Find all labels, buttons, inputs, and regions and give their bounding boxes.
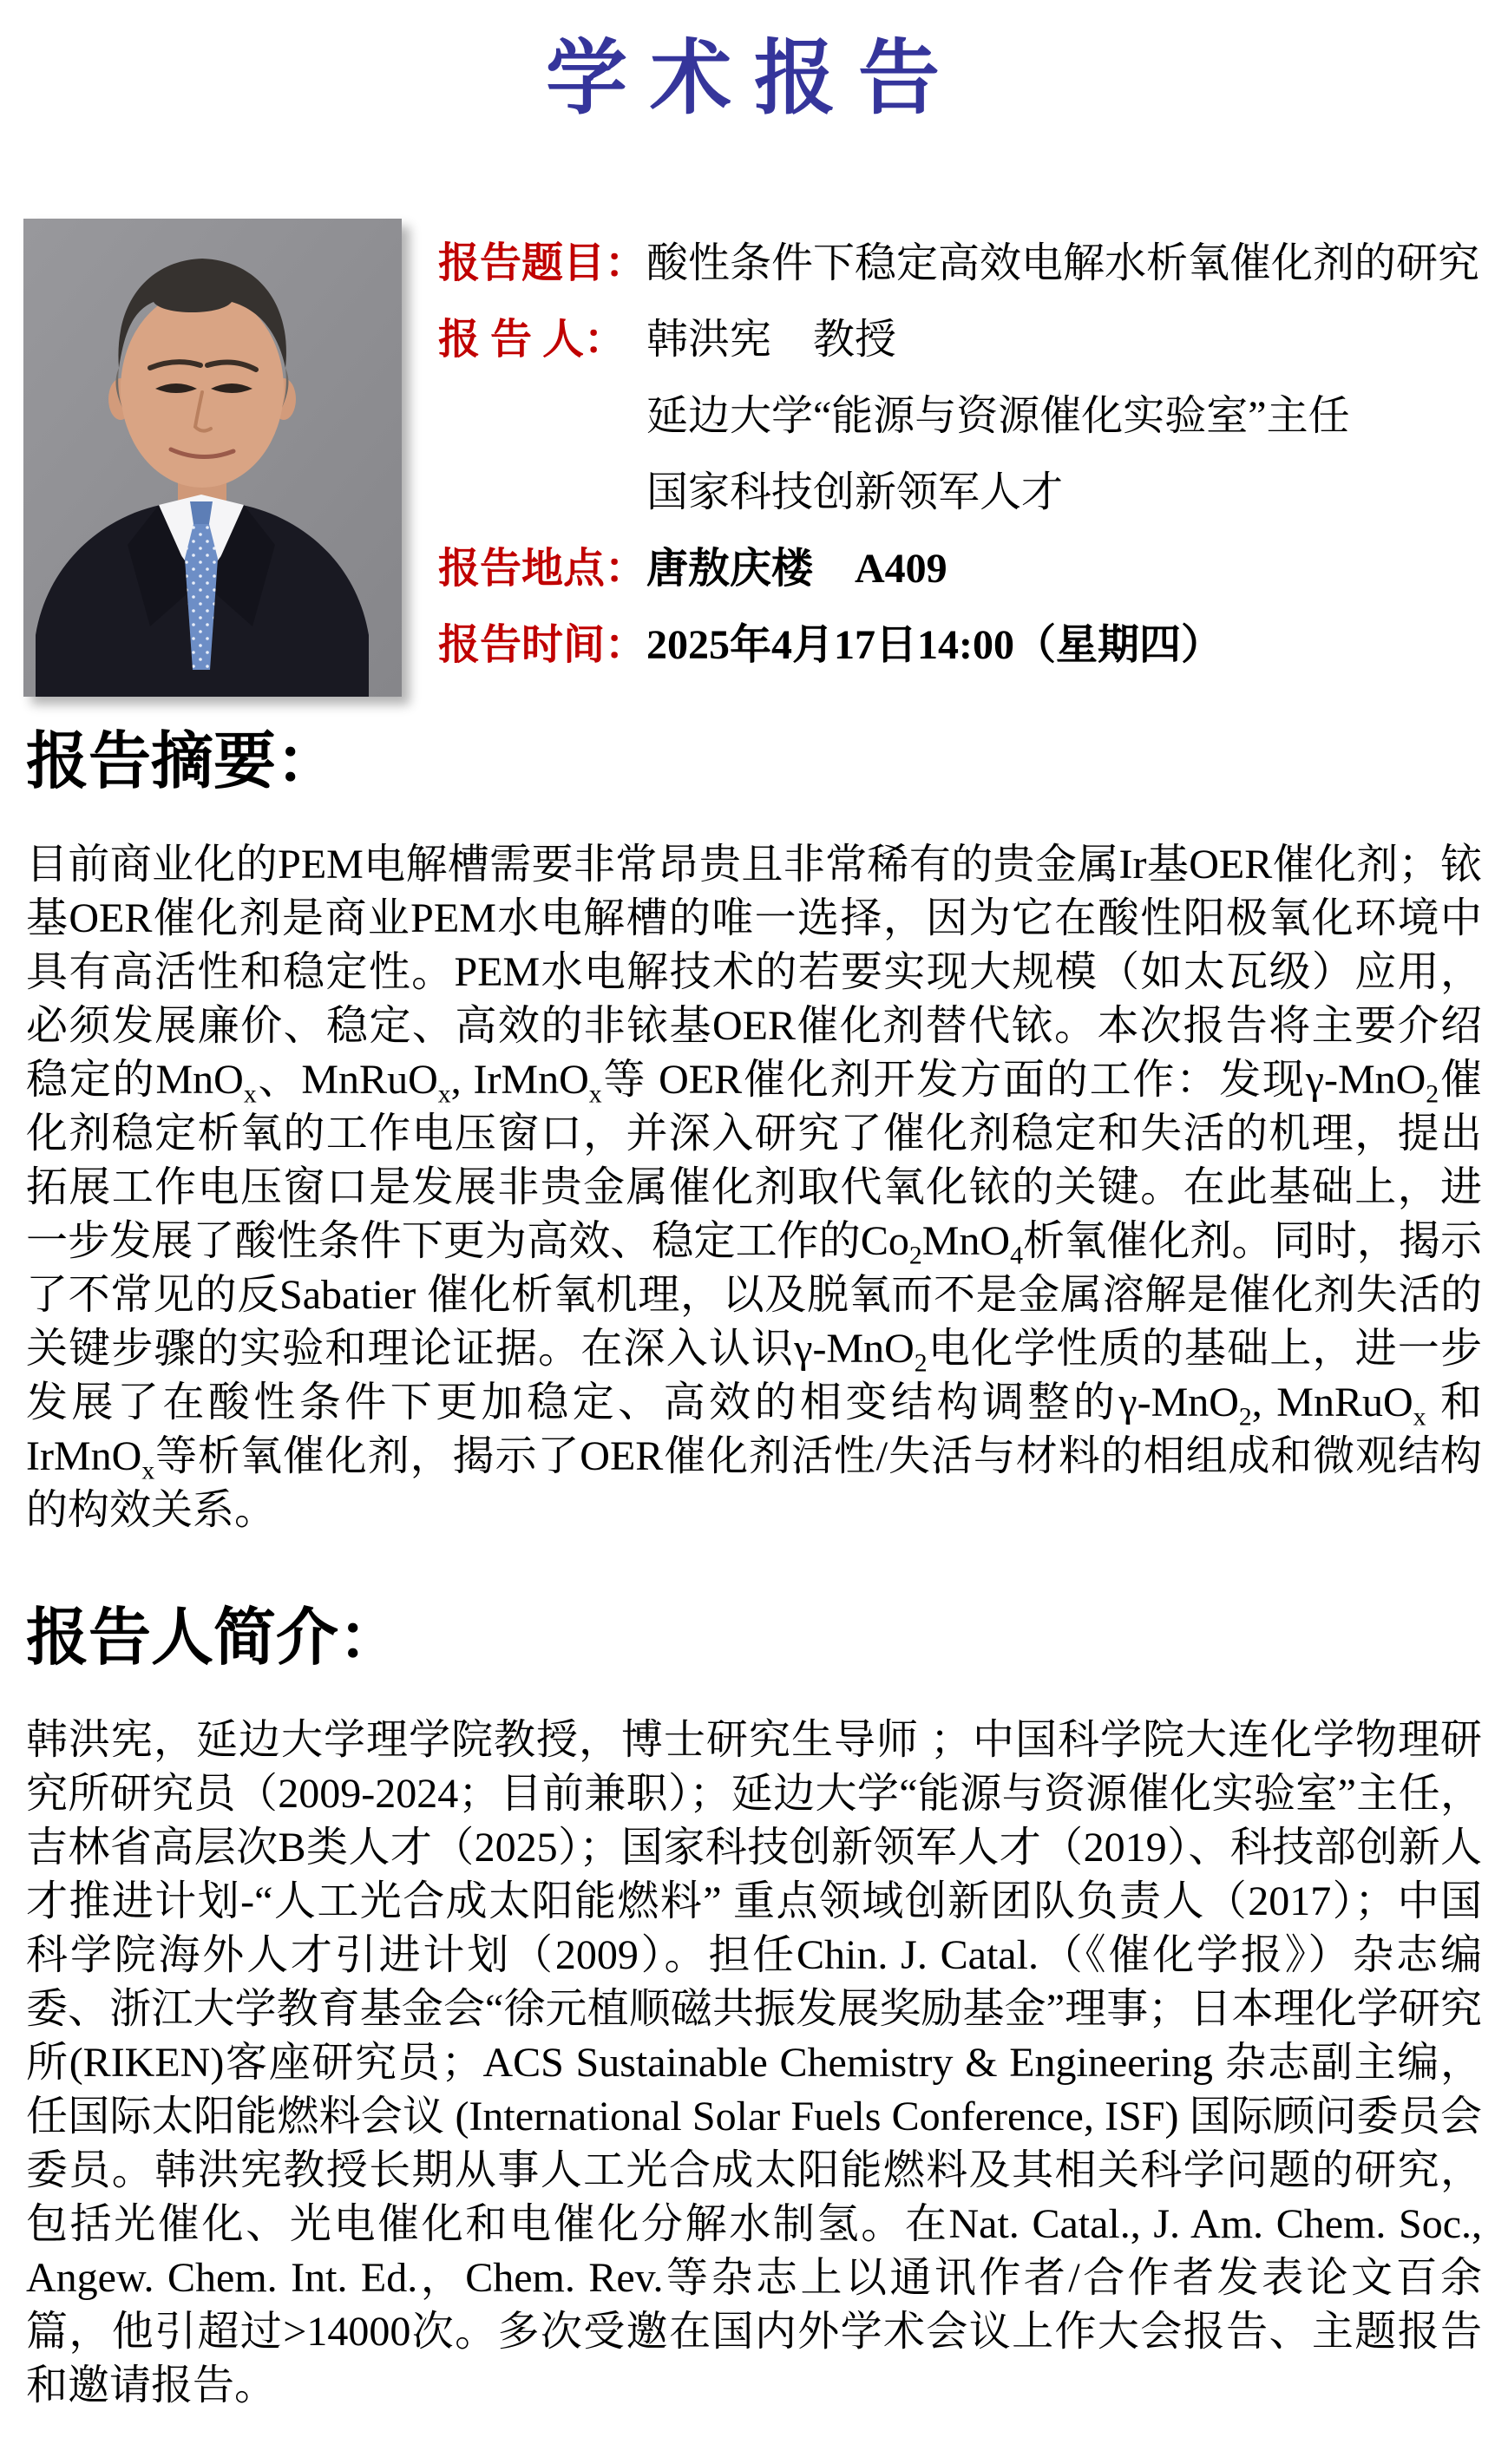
time-value: 2025年4月17日14:00（星期四） [646, 621, 1223, 668]
speaker-label: 报 告 人： [438, 316, 626, 363]
bio-heading: 报告人简介： [26, 1600, 402, 1674]
page-title: 学术报告 [545, 31, 962, 126]
location-label: 报告地点： [438, 545, 647, 592]
abstract-paragraph: 目前商业化的PEM电解槽需要非常昂贵且非常稀有的贵金属Ir基OER催化剂；铱基OER催化剂是商业PEM水电解槽的唯一选择，因为它在酸性阳极氧化环境中具有高活性和稳定性。PEM水电解技术的若要实现大规模（如太瓦级）应用，必须发展廉价、稳定、高效的非铱基OER催化剂替代铱。本次报告将主要介绍稳定的MnO$_x$、MnRuO$_x$, IrMnO$_x$等 OER催化剂开发方面的工作：发现γ-MnO$_2$催化剂稳定析氧的工作电压窗口，并深入研究了催化剂稳定和失活的机理，提出拓展工作电压窗口是发展非贵金属催化剂取代氧化铱的关键。在此基础上，进一步发展了酸性条件下更为高效、稳定工作的$Co_2MnO_4$析氧催化剂。同时，揭示了不常见的反Sabatier 催化析氧机理，以及脱氧而不是金属溶解是催化剂失活的关键步骤的实验和理论证据。在深入认识γ-MnO$_2$电化学性质的基础上，进一步发展了在酸性条件下更加稳定、高效的相变结构调整的γ-MnO$_2$, MnRuO$_x$ 和 IrMnO$_x$等析氧催化剂，揭示了OER催化剂活性/失活与材料的相组成和微观结构的构效关系。 [26, 841, 1483, 1533]
info-row-speaker [438, 297, 1479, 373]
info-row-time [438, 602, 1479, 678]
location-value: 唐敖庆楼 A409 [646, 545, 947, 592]
honor-value: 国家科技创新领军人才 [646, 469, 1064, 515]
info-row-topic [438, 220, 1479, 297]
tie-knot [190, 501, 213, 524]
bio-paragraph: 韩洪宪，延边大学理学院教授，博士研究生导师 ；中国科学院大连化学物理研究所研究员（2009-2024；目前兼职）；延边大学“能源与资源催化实验室”主任，吉林省高层次B类人才（2025）；国家科技创新领军人才（2019）、科技部创新人才推进计划-“人工光合成太阳能燃料” 重点领域创新团队负责人（2017）；中国科学院海外人才引进计划（2009）。担任Chin. J. Catal.（《催化学报》）杂志编委、浙江大学教育基金会“徐元植顺磁共振发展奖励基金”理事；日本理化学研究所(RIKEN)客座研究员；ACS Sustainable Chemistry & Engineering 杂志副主编，任国际太阳能燃料会议 (International Solar Fuels Conference, ISF) 国际顾问委员会委员。韩洪宪教授长期从事人工光合成太阳能燃料及其相关科学问题的研究，包括光催化、光电催化和电催化分解水制氢。在Nat. Catal., J. Am. Chem. Soc., Angew. Chem. Int. Ed.，Chem. Rev.等杂志上以通讯作者/合作者发表论文百余篇，他引超过>14000次。多次受邀在国内外学术会议上作大会报告、主题报告和邀请报告。 [26, 1717, 1482, 2409]
info-block [438, 219, 1479, 697]
affiliation-value: 延边大学“能源与资源催化实验室”主任 [646, 392, 1350, 439]
speaker-value: 韩洪宪 教授 [646, 316, 897, 363]
speaker-photo [23, 219, 402, 697]
time-label: 报告时间： [438, 621, 647, 668]
topic-label: 报告题目： [438, 239, 647, 286]
topic-value: 酸性条件下稳定高效电解水析氧催化剂的研究 [646, 239, 1480, 286]
abstract-heading: 报告摘要： [26, 724, 339, 797]
header-section [23, 219, 1508, 697]
info-row-location [438, 526, 1479, 602]
info-row-speaker-affiliation [438, 373, 1479, 449]
info-row-speaker-honor [438, 449, 1479, 526]
